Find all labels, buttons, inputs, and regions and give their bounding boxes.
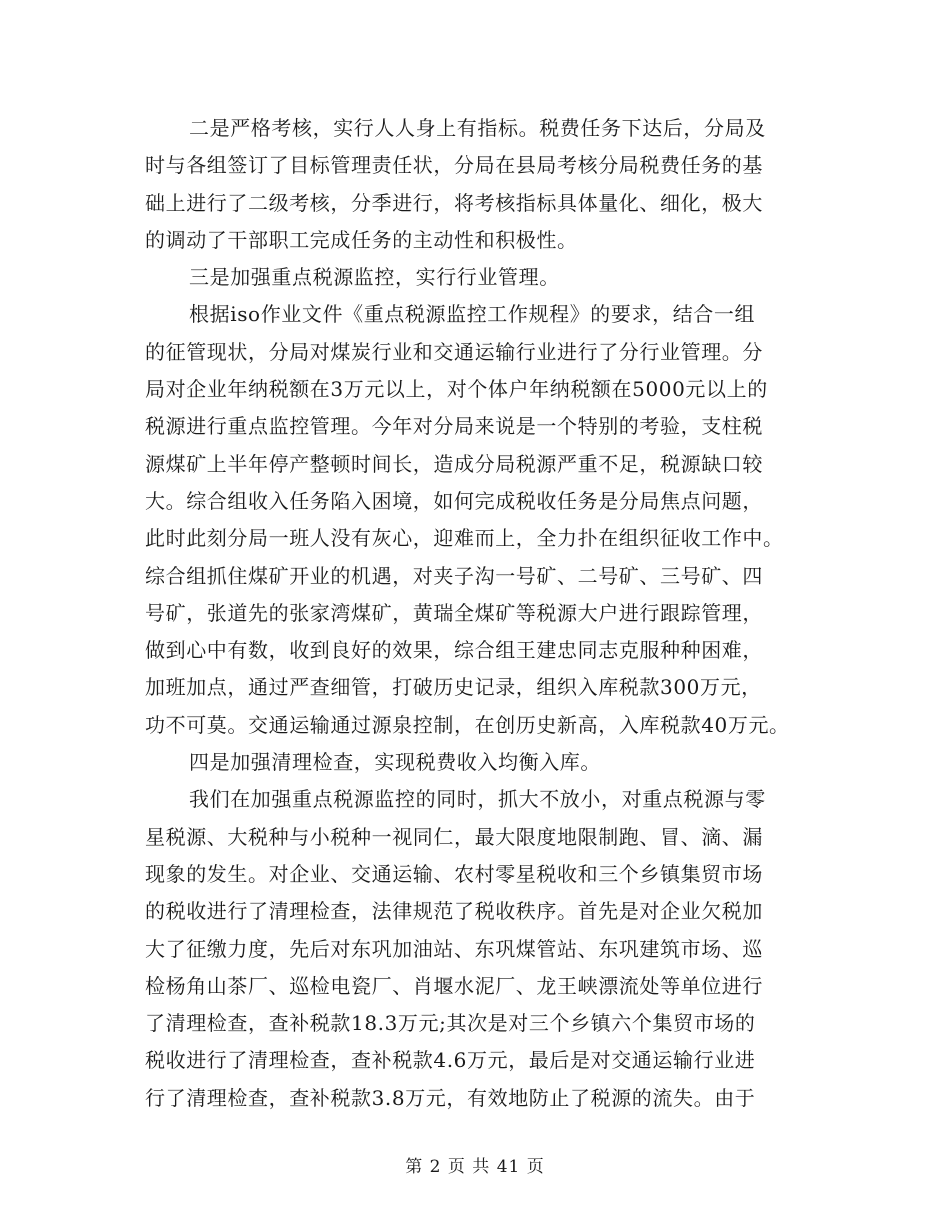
text-line: 行了清理检查，查补税款3.8万元，有效地防止了税源的流失。由于 xyxy=(145,1085,756,1110)
text-line: 税收进行了清理检查，查补税款4.6万元，最后是对交通运输行业进 xyxy=(145,1048,756,1073)
text-line: 局对企业年纳税额在3万元以上，对个体户年纳税额在5000元以上的 xyxy=(145,377,768,402)
text-line: 此时此刻分局一班人没有灰心，迎难而上，全力扑在组织征收工作中。 xyxy=(145,526,784,551)
text-line: 大。综合组收入任务陷入困境，如何完成税收任务是分局焦点问题， xyxy=(145,488,763,513)
text-line: 时与各组签订了目标管理责任状，分局在县局考核分局税费任务的基 xyxy=(145,153,763,178)
text-line: 的调动了干部职工完成任务的主动性和积极性。 xyxy=(145,227,578,252)
text-line: 税源进行重点监控管理。今年对分局来说是一个特别的考验，支柱税 xyxy=(145,414,763,439)
text-line: 我们在加强重点税源监控的同时，抓大不放小，对重点税源与零 xyxy=(189,787,766,812)
text-line: 源煤矿上半年停产整顿时间长，造成分局税源严重不足，税源缺口较 xyxy=(145,451,763,476)
section-heading: 四是加强清理检查，实现税费收入均衡入库。 xyxy=(189,750,601,775)
text-line: 星税源、大税种与小税种一视同仁，最大限度地限制跑、冒、滴、漏 xyxy=(145,824,763,849)
text-line: 做到心中有数，收到良好的效果，综合组王建忠同志克服种种困难， xyxy=(145,638,763,663)
text-line: 功不可莫。交通运输通过源泉控制，在创历史新高，入库税款40万元。 xyxy=(145,712,790,737)
section-heading: 三是加强重点税源监控，实行行业管理。 xyxy=(189,265,560,290)
text-line: 加班加点，通过严查细管，打破历史记录，组织入库税款300万元， xyxy=(145,675,762,700)
text-line: 综合组抓住煤矿开业的机遇，对夹子沟一号矿、二号矿、三号矿、四 xyxy=(145,563,763,588)
text-line: 的税收进行了清理检查，法律规范了税收秩序。首先是对企业欠税加 xyxy=(145,899,763,924)
text-line: 础上进行了二级考核，分季进行，将考核指标具体量化、细化，极大 xyxy=(145,190,763,215)
text-line: 号矿，张道先的张家湾煤矿，黄瑞全煤矿等税源大户进行跟踪管理， xyxy=(145,600,763,625)
page-number-footer: 第 2 页 共 41 页 xyxy=(405,1157,545,1177)
text-line: 检杨角山茶厂、巡检电瓷厂、肖堰水泥厂、龙王峡漂流处等单位进行 xyxy=(145,973,763,998)
text-line: 了清理检查，查补税款18.3万元;其次是对三个乡镇六个集贸市场的 xyxy=(145,1011,756,1036)
text-line: 大了征缴力度，先后对东巩加油站、东巩煤管站、东巩建筑市场、巡 xyxy=(145,936,763,961)
body-text xyxy=(145,110,815,1117)
text-line: 根据iso作业文件《重点税源监控工作规程》的要求，结合一组 xyxy=(189,302,756,327)
text-line: 的征管现状，分局对煤炭行业和交通运输行业进行了分行业管理。分 xyxy=(145,339,763,364)
text-line: 现象的发生。对企业、交通运输、农村零星税收和三个乡镇集贸市场 xyxy=(145,861,763,886)
text-line: 二是严格考核，实行人人身上有指标。税费任务下达后，分局及 xyxy=(189,116,766,140)
